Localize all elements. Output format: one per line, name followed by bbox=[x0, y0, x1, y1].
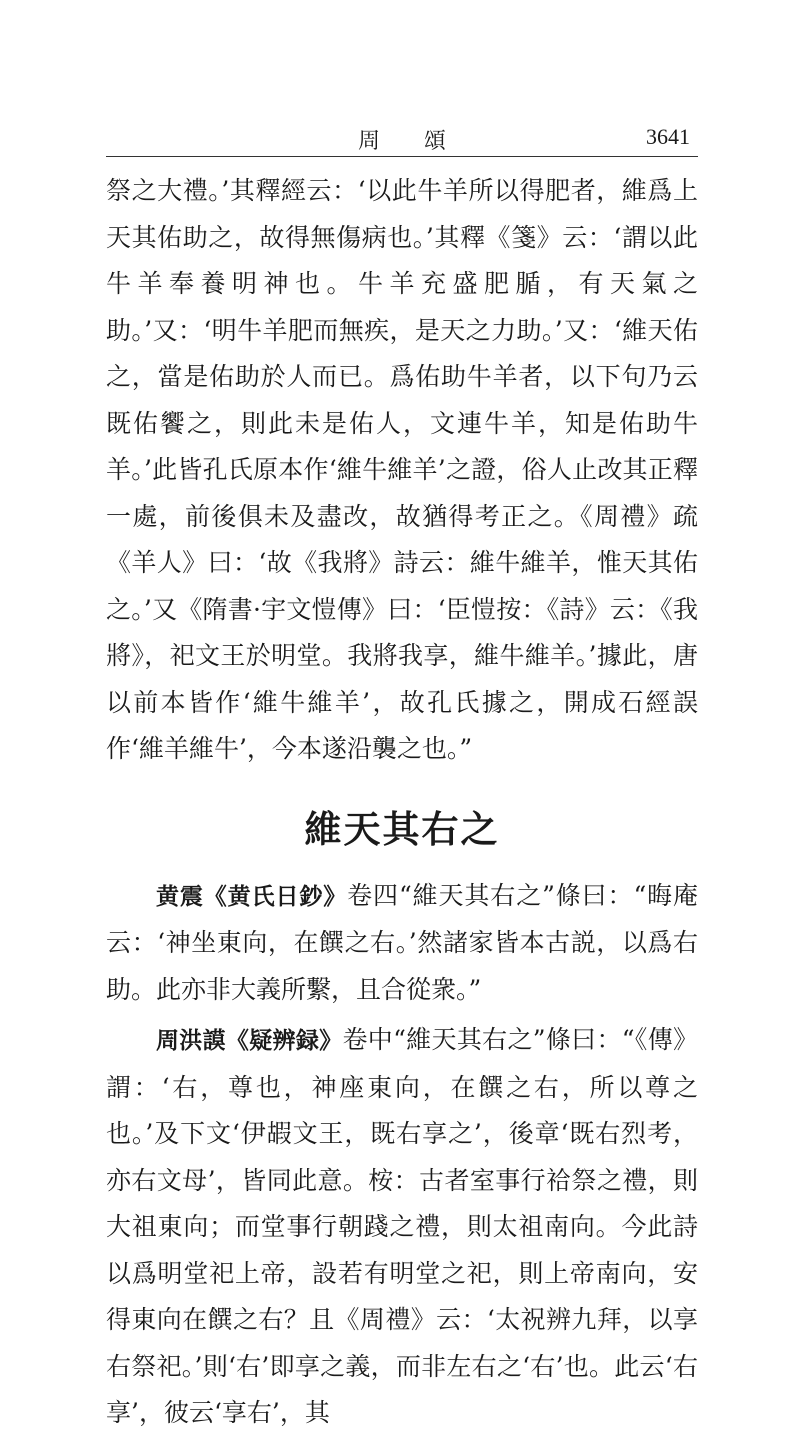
entry-paragraph bbox=[106, 1017, 698, 1437]
page-header bbox=[106, 122, 698, 156]
header-rule bbox=[106, 156, 698, 157]
entry-text: 卷中“維天其右之”條曰：“《傳》謂：‘右，尊也，神座東向，在饌之右，所以尊之也。’及下文‘伊嘏文王，既右享之’，後章‘既右烈考，亦右文母’，皆同此意。桉：古者室事行祫祭之禮，則大祖東向；而堂事行朝踐之禮，則太祖南向。今此詩以爲明堂祀上帝，設若有明堂之祀，則上帝南向，安得東向在饌之右？且《周禮》云：‘太祝辨九拜，以享右祭祀。’則‘右’即享之義，而非左右之‘右’也。此云‘右享’，彼云‘享右’，其 bbox=[106, 1025, 699, 1427]
entry-paragraph bbox=[106, 873, 698, 1014]
continued-paragraph: 祭之大禮。’其釋經云：‘以此牛羊所以得肥者，維爲上天其佑助之，故得無傷病也。’其釋《箋》云：‘謂以此牛羊奉養明神也。牛羊充盛肥腯，有天氣之助。’又：‘明牛羊肥而無疾，是天之力助。’又：‘維天佑之，當是佑助於人而已。爲佑助牛羊者，以下句乃云既佑饗之，則此未是佑人，文連牛羊，知是佑助牛羊。’此皆孔氏原本作‘維牛維羊’之證，俗人止改其正釋一處，前後俱未及盡改，故猶得考正之。《周禮》疏《羊人》曰：‘故《我將》詩云：維牛維羊，惟天其佑之。’又《隋書·宇文愷傳》曰：‘臣愷按：《詩》云：《我將》，祀文王於明堂。我將我享，維牛維羊。’據此，唐以前本皆作‘維牛維羊’，故孔氏據之，開成石經誤作‘維羊維牛’，今本遂沿襲之也。” bbox=[106, 176, 698, 763]
section-heading: 維天其右之 bbox=[304, 806, 500, 851]
body-text bbox=[106, 168, 698, 1437]
page-number: 3641 bbox=[646, 124, 690, 149]
entry-author: 黄震《黄氏日鈔》 bbox=[156, 883, 348, 910]
entry-text: 卷四“維天其右之”條曰：“晦庵云：‘神坐東向，在饌之右。’然諸家皆本古説，以爲右助。此亦非大義所繫，且合從衆。” bbox=[106, 880, 699, 1004]
entry-author: 周洪謨《疑辨録》 bbox=[156, 1028, 343, 1054]
running-title: 周頌 bbox=[357, 129, 490, 154]
